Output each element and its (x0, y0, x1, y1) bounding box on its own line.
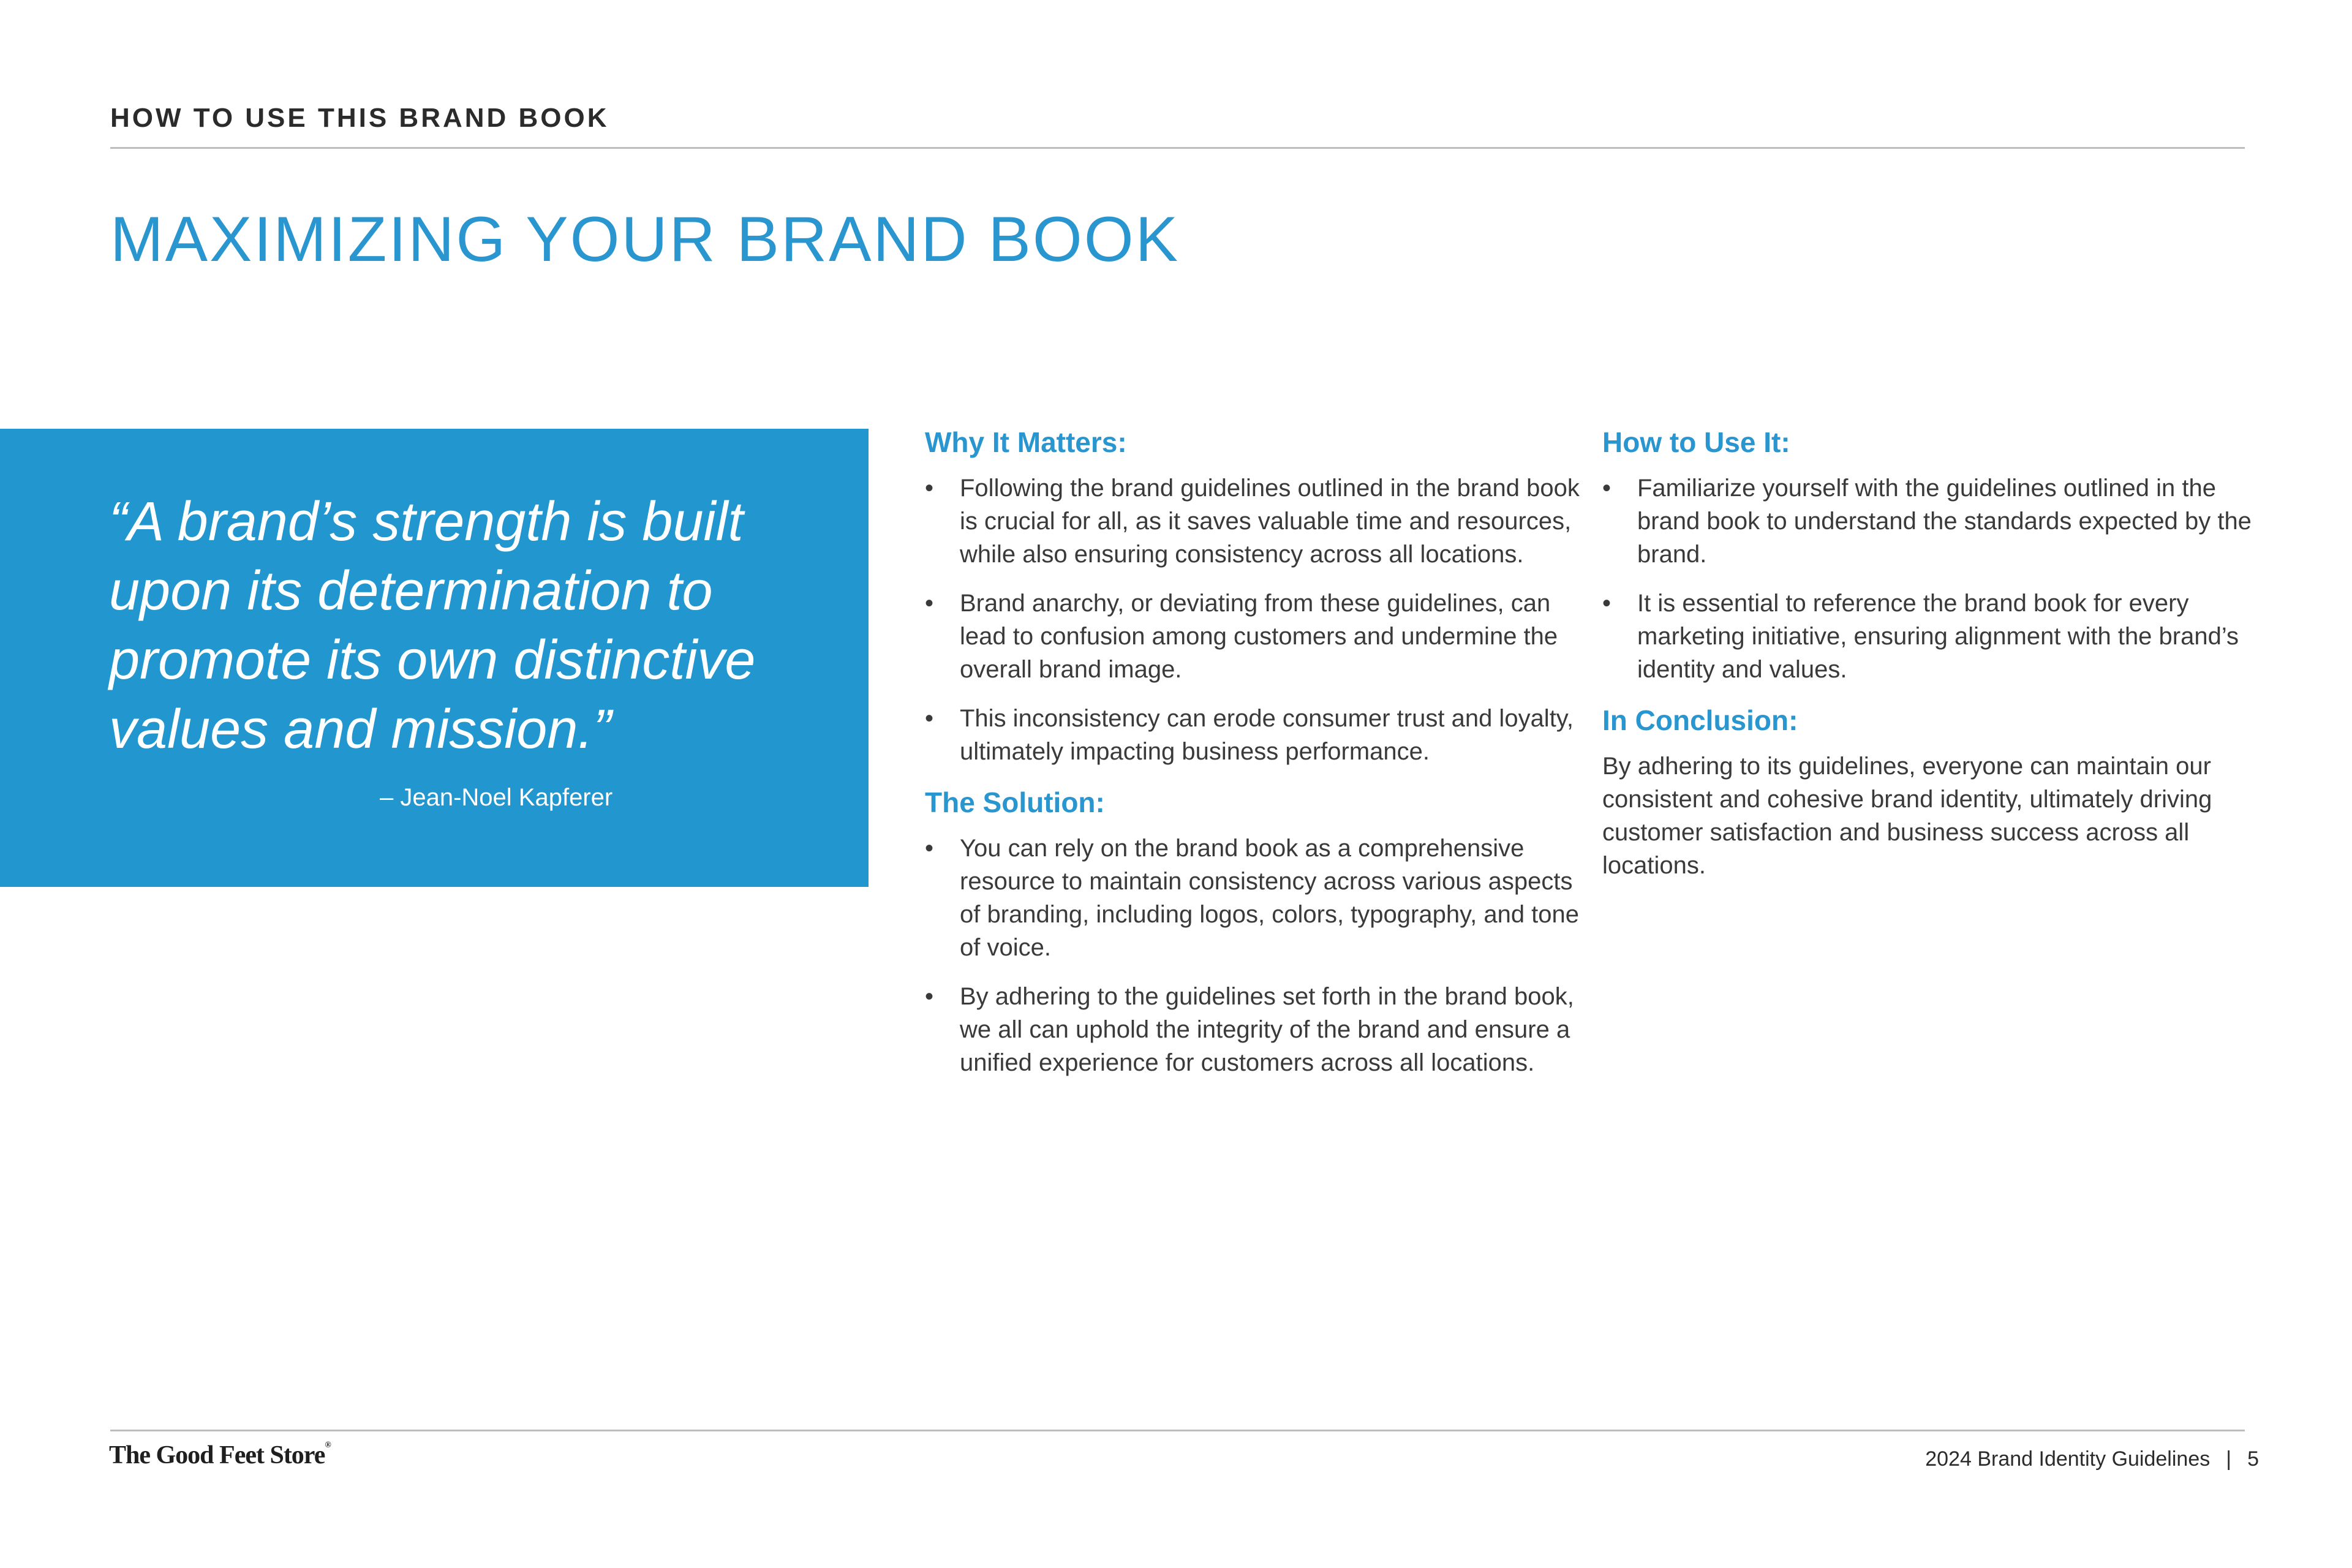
header-divider (110, 147, 2245, 149)
footer-divider (110, 1430, 2245, 1431)
footer-info (1925, 1447, 2259, 1471)
list-item (1602, 587, 2252, 686)
list-item (1602, 472, 2252, 571)
brand-logo (109, 1441, 331, 1470)
guide-title: 2024 Brand Identity Guidelines (1925, 1447, 2211, 1471)
list-item (925, 832, 1580, 964)
footer-separator: | (2226, 1447, 2232, 1471)
list-item-text: Following the brand guidelines outlined in the brand book is crucial for all, as it saves valuable time and resources, while also ensuring consistency across all locations. (960, 475, 1580, 568)
solution-heading: The Solution: (925, 786, 1105, 818)
list-item-text: By adhering to the guidelines set forth in the brand book, we all can uphold the integrity of the brand and ensure a unified experience for customers across all locations. (960, 983, 1574, 1076)
column-right (1602, 424, 2252, 882)
quote-text: “A brand’s strength is built upon its determination to promote its own distinctive values and mission.” (109, 491, 756, 760)
brand-logo-text: The Good Feet Store (109, 1441, 325, 1469)
list-item (925, 587, 1580, 686)
conclusion-text: By adhering to its guidelines, everyone can maintain our consistent and cohesive brand identity, ultimately driving customer satisfaction and business success across all locations. (1602, 753, 2212, 879)
bullet-icon: • (1602, 590, 1611, 617)
bullet-icon: • (925, 983, 934, 1010)
how-to-use-heading: How to Use It: (1602, 426, 1790, 458)
why-it-matters-list (925, 472, 1580, 768)
quote-author: – Jean-Noel Kapferer (380, 784, 613, 811)
list-item (925, 980, 1580, 1079)
column-left (925, 424, 1580, 1095)
bullet-icon: • (925, 475, 934, 502)
list-item-text: You can rely on the brand book as a comprehensive resource to maintain consistency across various aspects of branding, including logos, colors, typography, and tone of voice. (960, 835, 1580, 961)
bullet-icon: • (925, 590, 934, 617)
list-item-text: Familiarize yourself with the guidelines outlined in the brand book to understand the standards expected by the brand. (1637, 475, 2252, 568)
list-item-text: It is essential to reference the brand book for every marketing initiative, ensuring alignment with the brand’s identity and values. (1637, 590, 2239, 683)
registered-mark: ® (325, 1441, 331, 1450)
why-it-matters-heading: Why It Matters: (925, 426, 1127, 458)
list-item-text: This inconsistency can erode consumer trust and loyalty, ultimately impacting business performance. (960, 705, 1574, 765)
conclusion-heading: In Conclusion: (1602, 704, 1798, 736)
solution-list (925, 832, 1580, 1079)
bullet-icon: • (925, 835, 934, 862)
how-to-use-list (1602, 472, 2252, 686)
page-title: MAXIMIZING YOUR BRAND BOOK (110, 204, 1180, 275)
list-item (925, 472, 1580, 571)
bullet-icon: • (925, 705, 934, 732)
list-item-text: Brand anarchy, or deviating from these guidelines, can lead to confusion among customers and undermine the overall brand image. (960, 590, 1558, 683)
quote-panel (0, 429, 869, 887)
section-label: HOW TO USE THIS BRAND BOOK (110, 103, 609, 133)
list-item (925, 702, 1580, 768)
bullet-icon: • (1602, 475, 1611, 502)
page-number: 5 (2247, 1447, 2259, 1471)
